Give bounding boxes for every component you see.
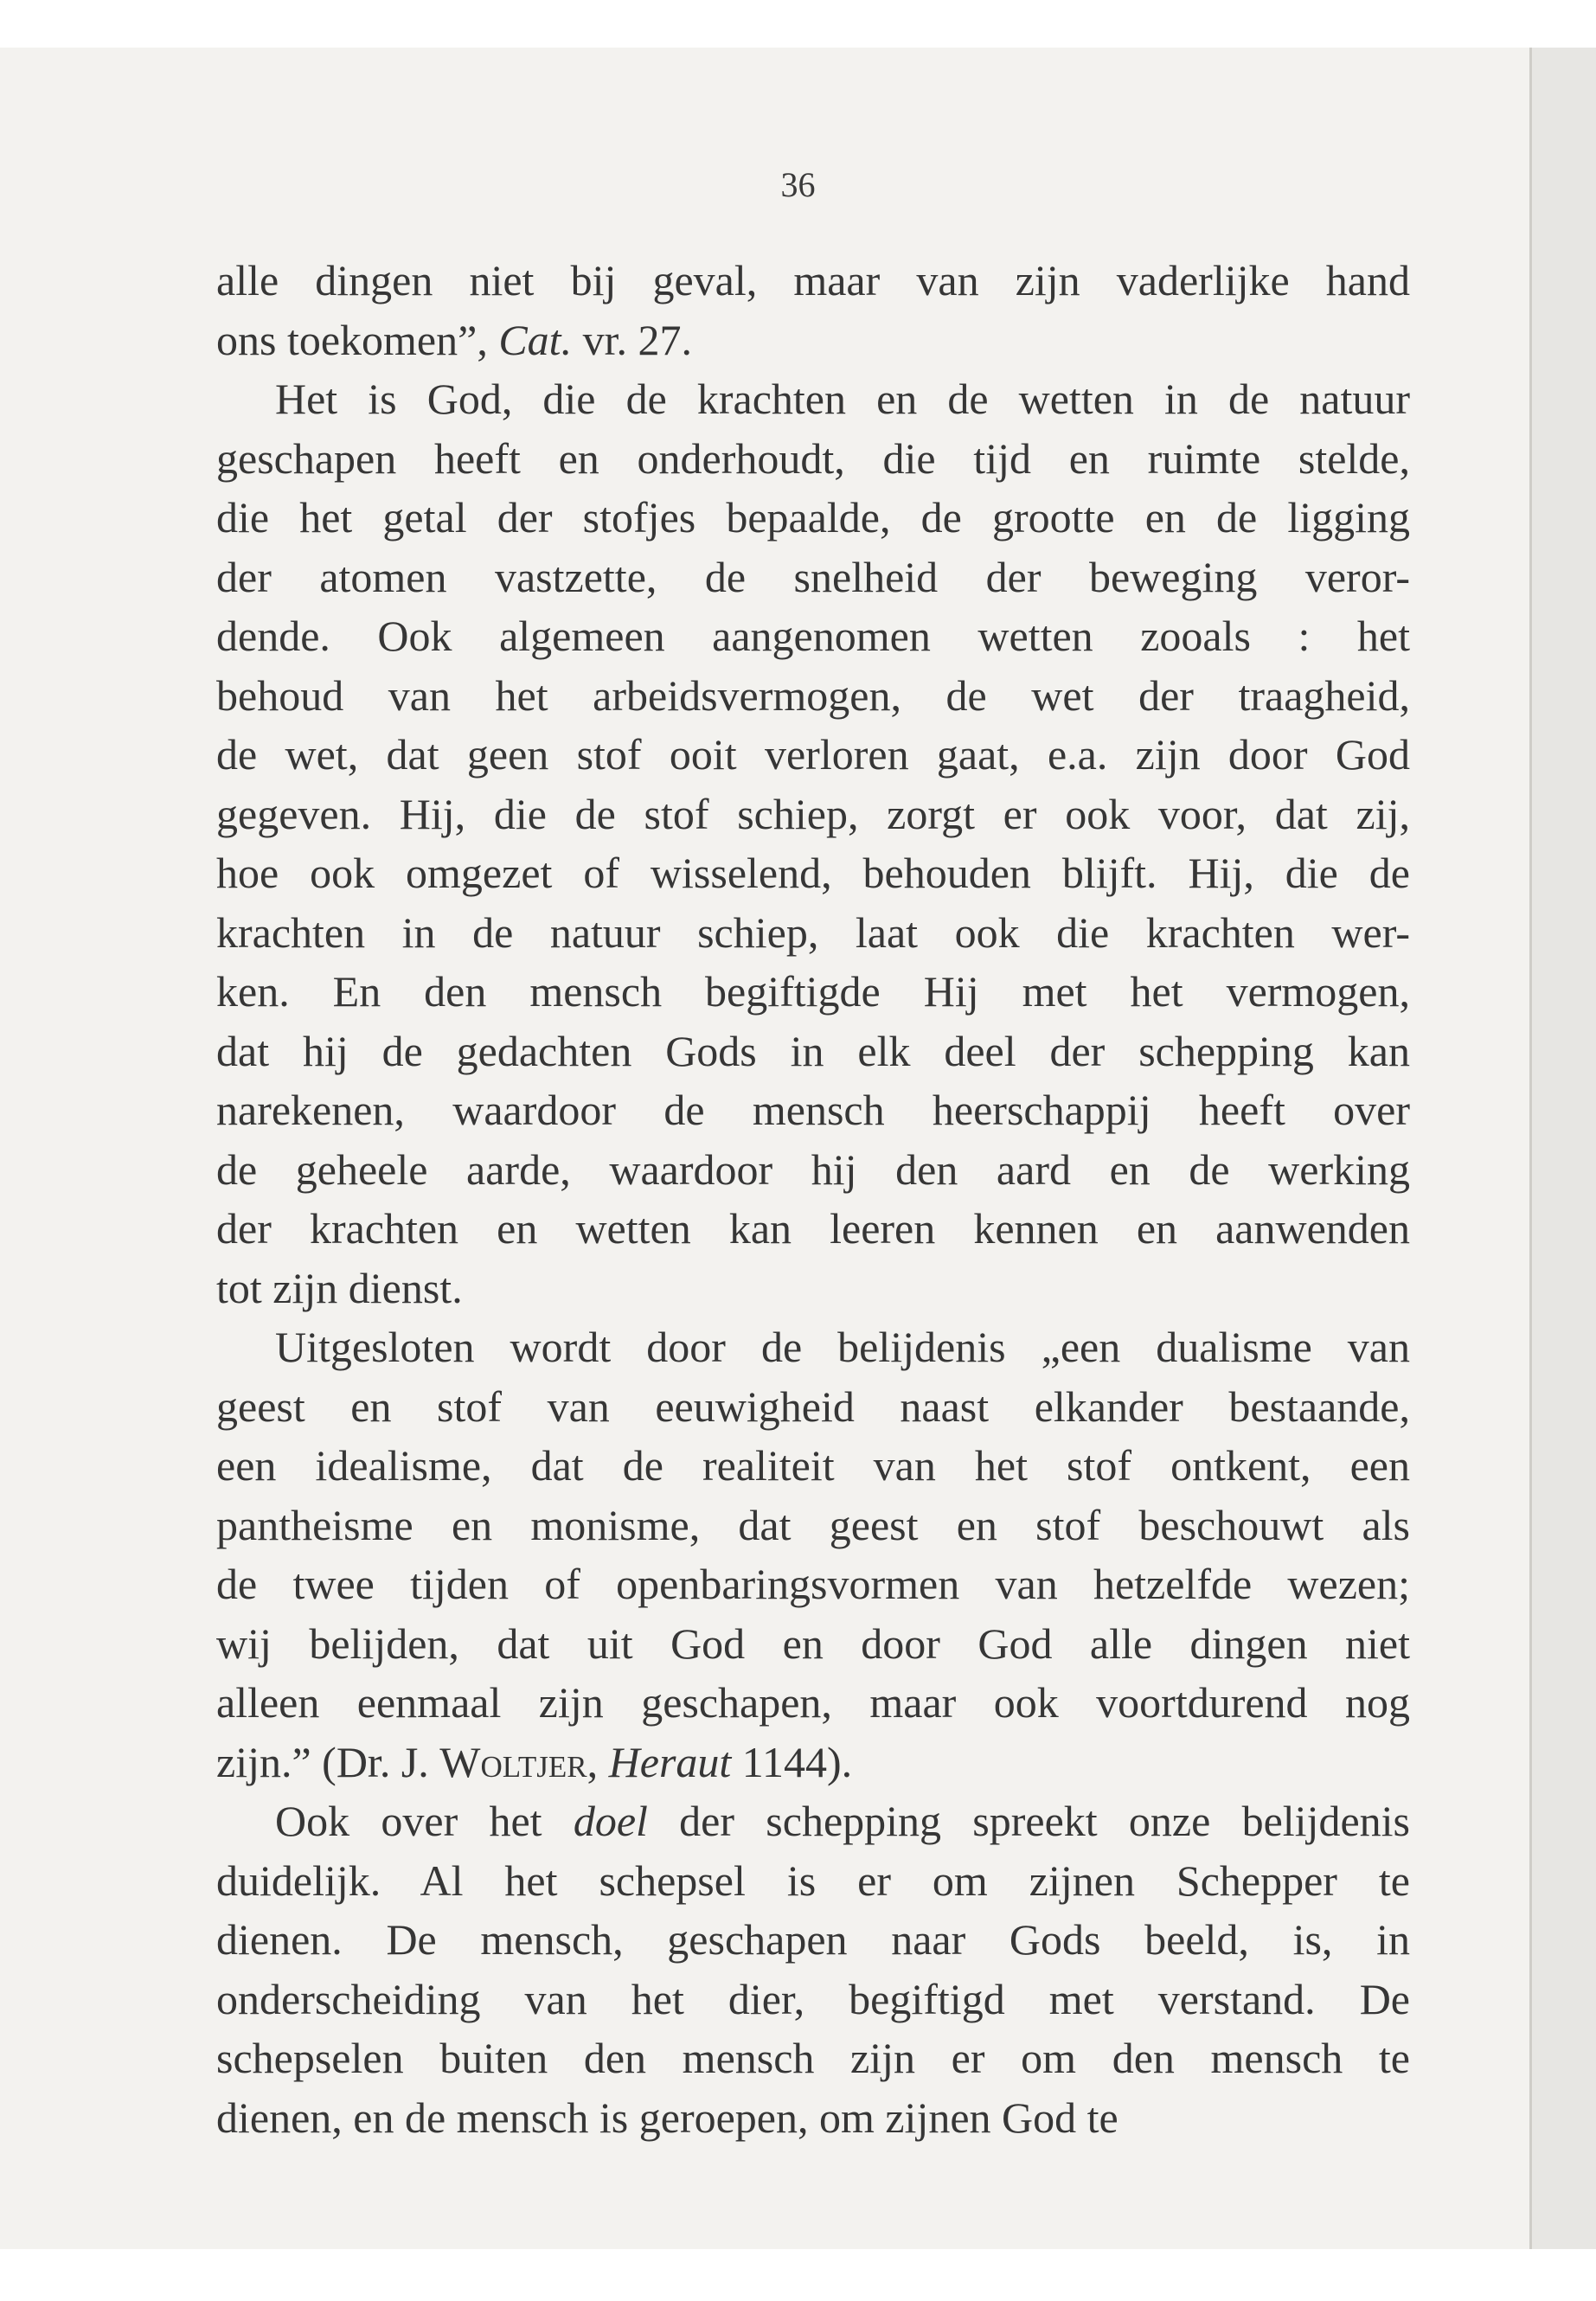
text-line [216, 962, 1410, 1022]
body-text [216, 251, 1410, 2147]
text-run: pantheisme en monisme, dat geest en stof beschouwt als [216, 1500, 1410, 1549]
text-run: ken. En den mensch begiftigde Hij met het vermogen, [216, 967, 1410, 1016]
text-run: ons toekomen”, [216, 315, 499, 364]
text-run: hoe ook omgezet of wisselend, behouden blijft. Hij, die de [216, 849, 1410, 897]
text-line [216, 1733, 1410, 1792]
text-run: geest en stof van eeuwigheid naast elkander bestaande, [216, 1381, 1410, 1431]
text-line [216, 1554, 1410, 1614]
text-line [216, 725, 1410, 785]
text-line [216, 251, 1410, 311]
text-run: der krachten en wetten kan leeren kennen en aanwenden [216, 1204, 1410, 1253]
text-line [216, 1673, 1410, 1733]
text-line [216, 1851, 1410, 1911]
text-line [216, 666, 1410, 726]
italic-text: Heraut [608, 1737, 732, 1786]
text-run: vr. 27. [572, 315, 692, 364]
text-run: Het is God, die de krachten en de wetten in de natuur [275, 375, 1410, 423]
text-line [216, 548, 1410, 607]
italic-text: Cat. [498, 315, 573, 364]
text-line [216, 1080, 1410, 1140]
text-run: de geheele aarde, waardoor hij den aard en de werking [216, 1144, 1410, 1194]
text-line [216, 2029, 1410, 2088]
text-run: dienen. De mensch, geschapen naar Gods beeld, is, in [216, 1915, 1410, 1964]
text-run: wij belijden, dat uit God en door God alle dingen niet [216, 1618, 1410, 1668]
text-run: de wet, dat geen stof ooit verloren gaat, e.a. zijn door God [216, 730, 1410, 779]
text-line [216, 785, 1410, 844]
text-run: een idealisme, dat de realiteit van het stof ontkent, een [216, 1441, 1410, 1490]
text-run: dienen, en de mensch is geroepen, om zijnen God te [216, 2093, 1118, 2142]
text-line [216, 843, 1410, 903]
italic-text: doel [573, 1797, 648, 1845]
small-caps-text: Woltjer [439, 1737, 587, 1786]
text-run: de twee tijden of openbaringsvormen van hetzelfde wezen; [216, 1560, 1410, 1608]
text-line [216, 1970, 1410, 2029]
page-number: 36 [780, 165, 816, 204]
text-run: der schepping spreekt onze belijdenis [647, 1797, 1410, 1845]
text-run: zijn.” (Dr. J. [216, 1737, 440, 1786]
text-run: Uitgesloten wordt door de belijdenis „een dualisme van [275, 1323, 1410, 1371]
text-line [216, 369, 1410, 429]
text-line [216, 1496, 1410, 1555]
text-run: , [586, 1737, 609, 1786]
text-line [216, 1140, 1410, 1200]
text-run: krachten in de natuur schiep, laat ook die krachten wer- [216, 907, 1410, 957]
text-run: tot zijn dienst. [216, 1263, 463, 1312]
text-run: behoud van het arbeidsvermogen, de wet der traagheid, [216, 670, 1410, 720]
text-run: Ook over het [275, 1797, 574, 1845]
text-line [216, 1317, 1410, 1377]
text-run: dat hij de gedachten Gods in elk deel der schepping kan [216, 1026, 1410, 1075]
text-run: onderscheiding van het dier, begiftigd met verstand. De [216, 1974, 1410, 2023]
text-line [216, 1259, 1410, 1318]
text-run: duidelijk. Al het schepsel is er om zijnen Schepper te [216, 1856, 1410, 1905]
text-line [216, 903, 1410, 963]
text-line [216, 1022, 1410, 1081]
text-line [216, 1791, 1410, 1851]
text-line [216, 1377, 1410, 1437]
text-run: alle dingen niet bij geval, maar van zijn vaderlijke hand [216, 256, 1410, 304]
text-line [216, 1614, 1410, 1674]
text-run: der atomen vastzette, de snelheid der beweging veror- [216, 552, 1410, 601]
text-run: geschapen heeft en onderhoudt, die tijd en ruimte stelde, [216, 433, 1410, 483]
text-line [216, 2088, 1410, 2148]
text-line [216, 1910, 1410, 1970]
text-run: 1144). [731, 1737, 853, 1786]
text-line [216, 488, 1410, 548]
text-line [216, 429, 1410, 489]
text-line [216, 1199, 1410, 1259]
text-run: gegeven. Hij, die de stof schiep, zorgt er ook voor, dat zij, [216, 789, 1410, 838]
text-run: die het getal der stofjes bepaalde, de grootte en de ligging [216, 493, 1410, 542]
text-run: dende. Ook algemeen aangenomen wetten zooals : het [216, 612, 1410, 660]
text-line [216, 311, 1410, 370]
text-run: schepselen buiten den mensch zijn er om den mensch te [216, 2034, 1410, 2082]
text-line [216, 1436, 1410, 1496]
text-run: narekenen, waardoor de mensch heerschappij heeft over [216, 1086, 1410, 1134]
text-line [216, 606, 1410, 666]
text-run: alleen eenmaal zijn geschapen, maar ook voortdurend nog [216, 1678, 1410, 1727]
